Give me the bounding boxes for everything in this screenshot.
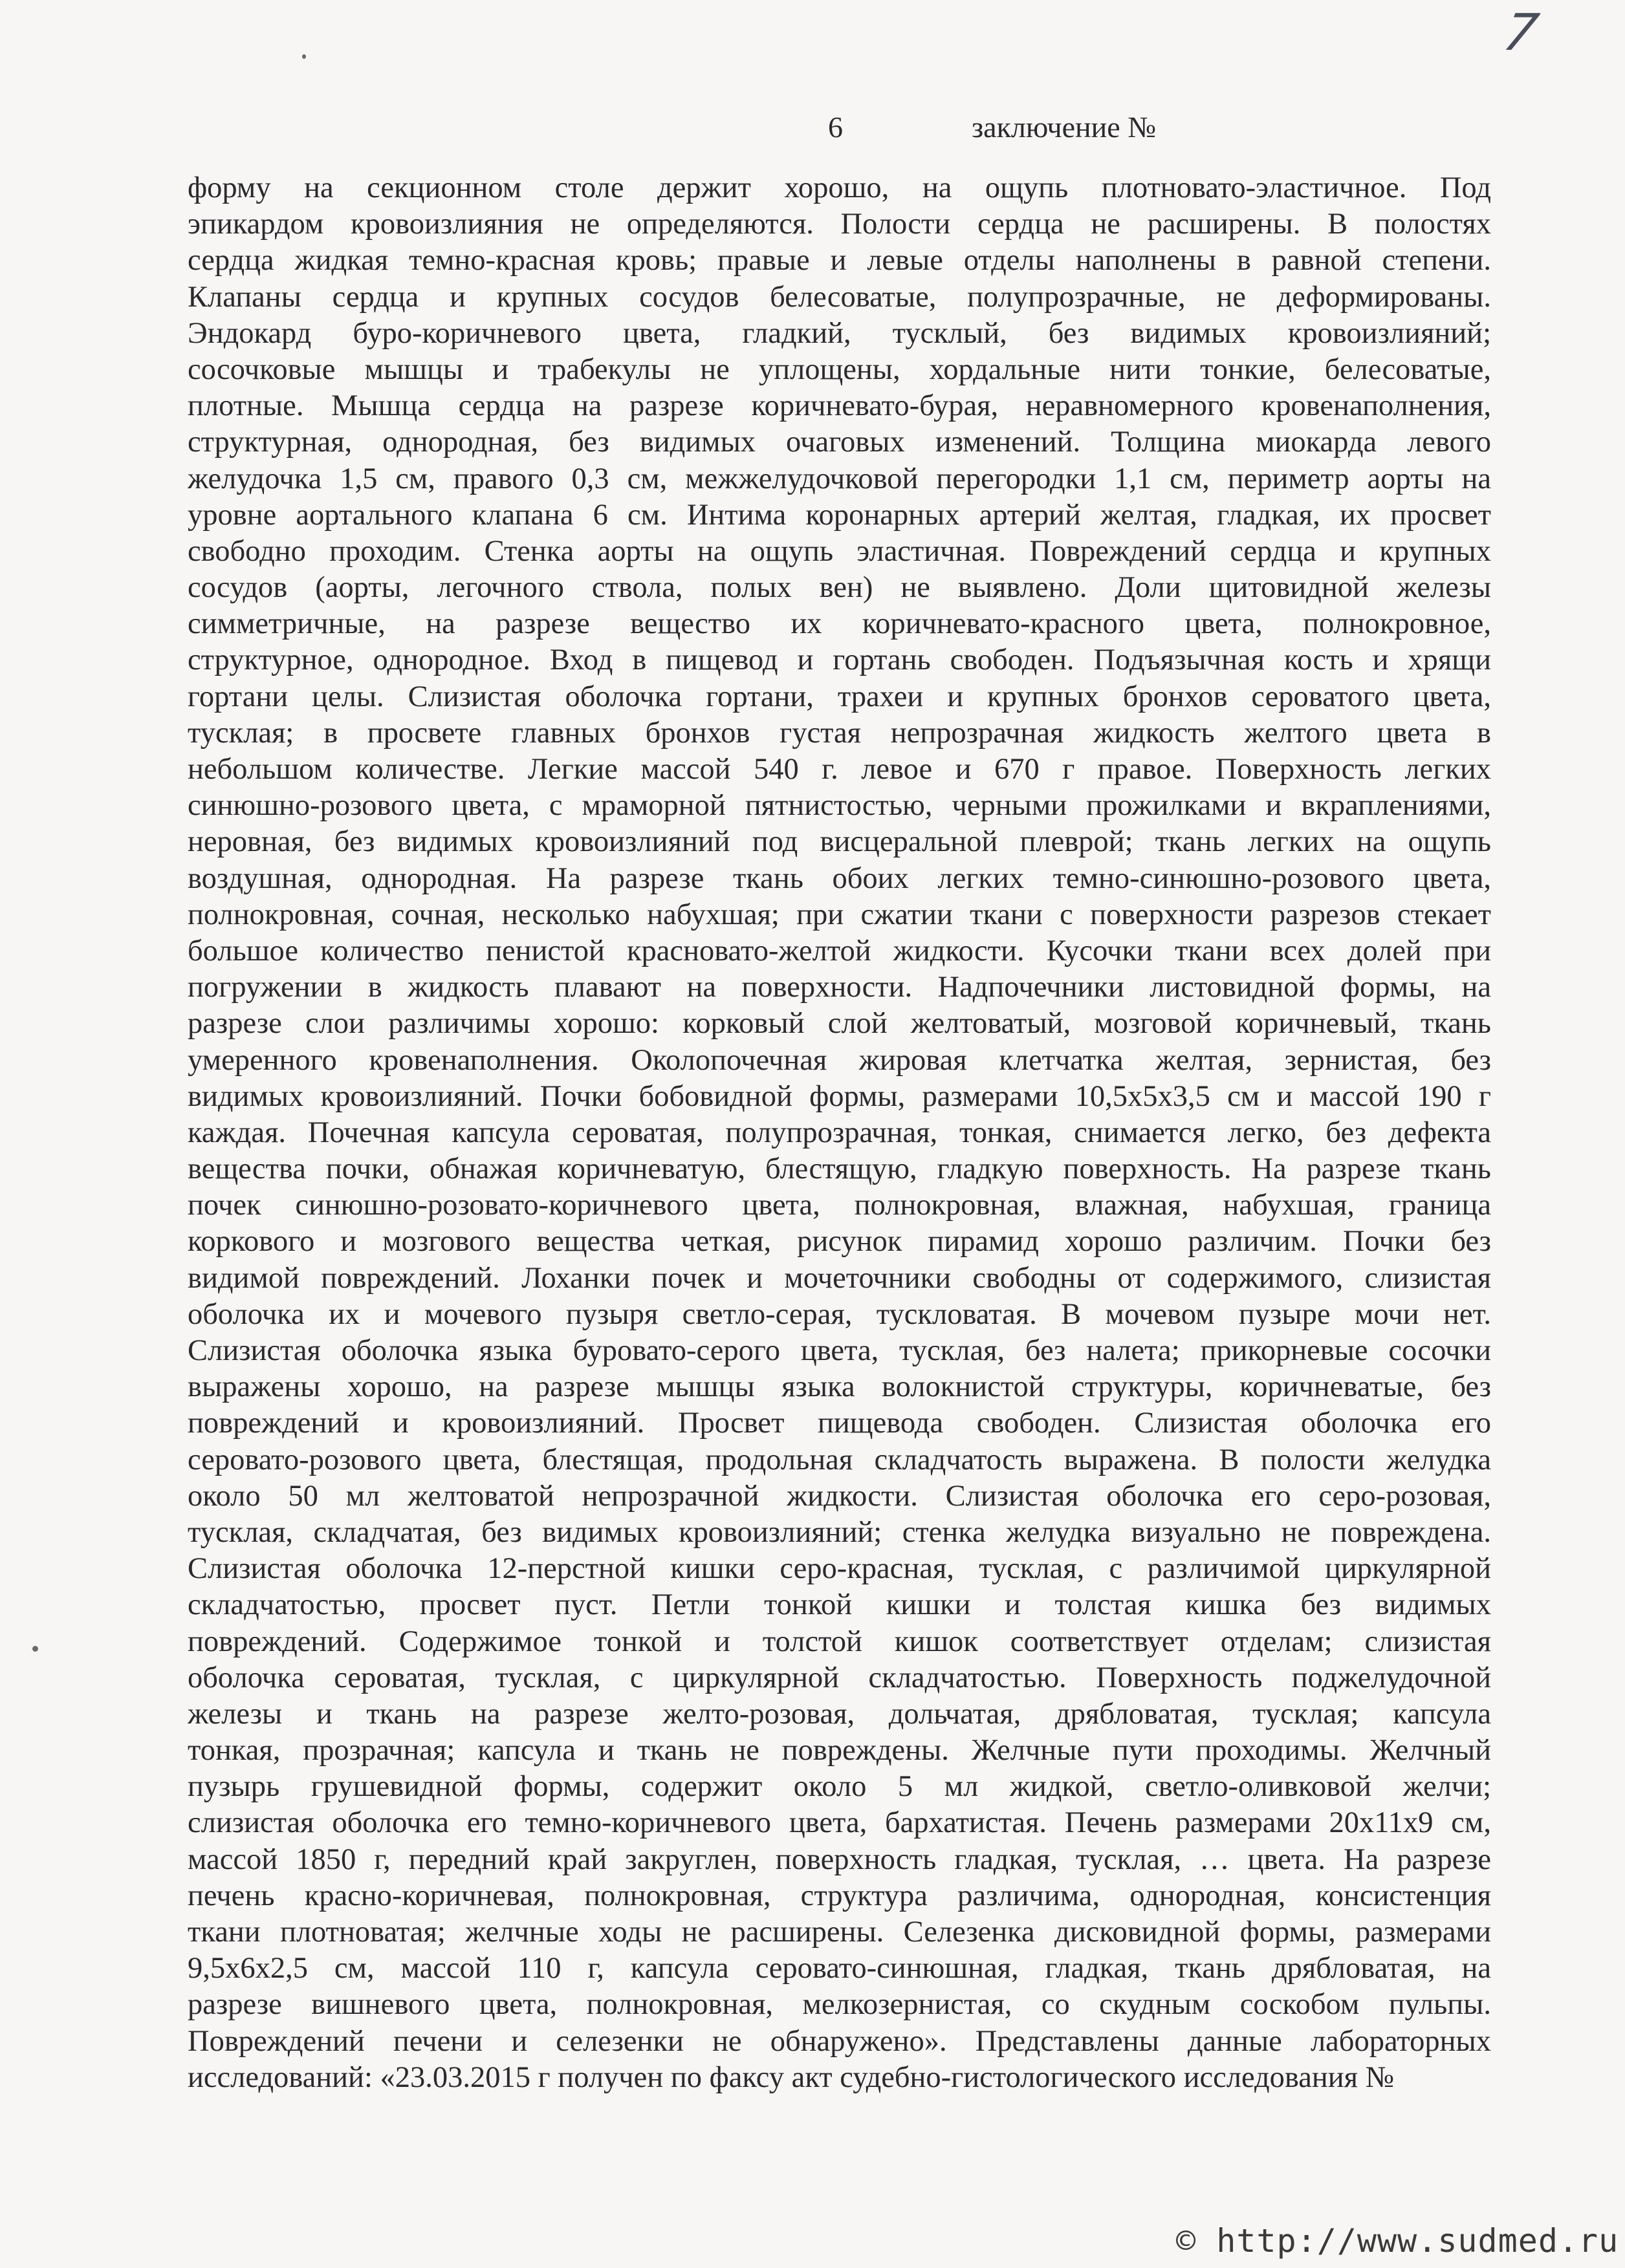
text-line: плотные. Мышца сердца на разрезе коричневато-бурая, неравномерного кровенаполнения, xyxy=(188,389,1491,423)
text-line: массой 1850 г, передний край закруглен, поверхность гладкая, тусклая, … цвета. На разрезе xyxy=(188,1842,1491,1876)
header-page-number: 6 xyxy=(828,111,843,144)
text-line: воздушная, однородная. На разрезе ткань обоих легких темно-синюшно-розового цвета, xyxy=(188,861,1491,895)
text-line: сосочковые мышцы и трабекулы не уплощены, хордальные нити тонкие, белесоватые, xyxy=(188,352,1491,386)
text-line: полнокровная, сочная, несколько набухшая; при сжатии ткани с поверхности разрезов стекает xyxy=(188,898,1491,931)
header-title: заключение № xyxy=(972,111,1157,144)
text-line: слизистая оболочка его темно-коричневого цвета, бархатистая. Печень размерами 20х11х9 см, xyxy=(188,1806,1491,1840)
watermark: © http://www.sudmed.ru xyxy=(1176,2222,1619,2260)
text-line: разрезе вишневого цвета, полнокровная, мелкозернистая, со скудным соскобом пульпы. xyxy=(188,1988,1491,2022)
text-line: большое количество пенистой красновато-желтой жидкости. Кусочки ткани всех долей при xyxy=(188,934,1491,967)
body-text xyxy=(188,170,1491,2096)
text-line: исследований: «23.03.2015 г получен по факсу акт судебно-гистологического исследования № xyxy=(188,2060,1395,2094)
scan-speck xyxy=(32,1646,38,1652)
text-line: умеренного кровенаполнения. Околопочечная жировая клетчатка желтая, зернистая, без xyxy=(188,1043,1491,1077)
text-line: Повреждений печени и селезенки не обнаружено». Представлены данные лабораторных xyxy=(188,2024,1491,2058)
text-line: симметричные, на разрезе вещество их коричневато-красного цвета, полнокровное, xyxy=(188,607,1491,641)
text-line: видимой повреждений. Лоханки почек и мочеточники свободны от содержимого, слизистая xyxy=(188,1261,1491,1295)
text-line: тусклая; в просвете главных бронхов густая непрозрачная жидкость желтого цвета в xyxy=(188,716,1491,750)
text-line: структурное, однородное. Вход в пищевод и гортань свободен. Подъязычная кость и хрящи xyxy=(188,643,1491,677)
text-line: тусклая, складчатая, без видимых кровоизлияний; стенка желудка визуально не повреждена. xyxy=(188,1515,1491,1549)
text-line: железы и ткань на разрезе желто-розовая, дольчатая, дрябловатая, тусклая; капсула xyxy=(188,1697,1491,1731)
text-line: Клапаны сердца и крупных сосудов белесоватые, полупрозрачные, не деформированы. xyxy=(188,280,1491,314)
text-line: Слизистая оболочка языка буровато-серого цвета, тусклая, без налета; прикорневые сосочки xyxy=(188,1334,1491,1367)
text-line: выражены хорошо, на разрезе мышцы языка волокнистой структуры, коричневатые, без xyxy=(188,1370,1491,1404)
text-line: эпикардом кровоизлияния не определяются. Полости сердца не расширены. В полостях xyxy=(188,208,1491,241)
text-line: повреждений. Содержимое тонкой и толстой кишок соответствует отделам; слизистая xyxy=(188,1625,1491,1658)
text-line: коркового и мозгового вещества четкая, рисунок пирамид хорошо различим. Почки без xyxy=(188,1225,1491,1258)
text-line: пузырь грушевидной формы, содержит около 5 мл жидкой, светло-оливковой желчи; xyxy=(188,1770,1491,1804)
text-line: сосудов (аорты, легочного ствола, полых вен) не выявлено. Доли щитовидной железы xyxy=(188,571,1491,605)
text-line: сердца жидкая темно-красная кровь; правые и левые отделы наполнены в равной степени. xyxy=(188,244,1491,277)
text-line: Слизистая оболочка 12-перстной кишки серо-красная, тусклая, с различимой циркулярной xyxy=(188,1552,1491,1586)
text-line: небольшом количестве. Легкие массой 540 г. левое и 670 г правое. Поверхность легких xyxy=(188,753,1491,786)
text-line: оболочка сероватая, тусклая, с циркулярной складчатостью. Поверхность поджелудочной xyxy=(188,1661,1491,1694)
text-line: оболочка их и мочевого пузыря светло-серая, тускловатая. В мочевом пузыре мочи нет. xyxy=(188,1297,1491,1331)
text-line: ткани плотноватая; желчные ходы не расширены. Селезенка дисковидной формы, размерами xyxy=(188,1916,1491,1949)
text-line: синюшно-розового цвета, с мраморной пятнистостью, черными прожилками и вкраплениями, xyxy=(188,789,1491,823)
text-line: погружении в жидкость плавают на поверхности. Надпочечники листовидной формы, на xyxy=(188,971,1491,1004)
text-line: гортани целы. Слизистая оболочка гортани, трахеи и крупных бронхов сероватого цвета, xyxy=(188,680,1491,713)
text-line: желудочка 1,5 см, правого 0,3 см, межжелудочковой перегородки 1,1 см, периметр аорты на xyxy=(188,462,1491,495)
text-line: тонкая, прозрачная; капсула и ткань не повреждены. Желчные пути проходимы. Желчный xyxy=(188,1734,1491,1767)
text-line: каждая. Почечная капсула сероватая, полупрозрачная, тонкая, снимается легко, без дефекта xyxy=(188,1116,1491,1149)
text-line: структурная, однородная, без видимых очаговых изменений. Толщина миокарда левого xyxy=(188,426,1491,459)
text-line: складчатостью, просвет пуст. Петли тонкой кишки и толстая кишка без видимых xyxy=(188,1588,1491,1622)
text-line: уровне аортального клапана 6 см. Интима коронарных артерий желтая, гладкая, их просвет xyxy=(188,498,1491,532)
text-line: повреждений и кровоизлияний. Просвет пищевода свободен. Слизистая оболочка его xyxy=(188,1407,1491,1440)
text-line: печень красно-коричневая, полнокровная, структура различима, однородная, консистенция xyxy=(188,1879,1491,1912)
text-line: 9,5х6х2,5 см, массой 110 г, капсула серовато-синюшная, гладкая, ткань дрябловатая, на xyxy=(188,1952,1491,1985)
text-line: неровная, без видимых кровоизлияний под висцеральной плеврой; ткань легких на ощупь xyxy=(188,825,1491,859)
text-line: Эндокард буро-коричневого цвета, гладкий, тусклый, без видимых кровоизлияний; xyxy=(188,316,1491,350)
text-line: почек синюшно-розовато-коричневого цвета, полнокровная, влажная, набухшая, граница xyxy=(188,1189,1491,1222)
handwritten-page-mark: 7 xyxy=(1498,4,1543,62)
text-line: около 50 мл желтоватой непрозрачной жидкости. Слизистая оболочка его серо-розовая, xyxy=(188,1479,1491,1513)
text-line: видимых кровоизлияний. Почки бобовидной формы, размерами 10,5х5х3,5 см и массой 190 г xyxy=(188,1079,1491,1113)
text-line: форму на секционном столе держит хорошо, на ощупь плотновато-эластичное. Под xyxy=(188,171,1491,204)
text-line: разрезе слои различимы хорошо: корковый слой желтоватый, мозговой коричневый, ткань xyxy=(188,1007,1491,1041)
scan-speck xyxy=(302,54,306,59)
text-line: серовато-розового цвета, блестящая, продольная складчатость выражена. В полости желудка xyxy=(188,1443,1491,1476)
text-line: свободно проходим. Стенка аорты на ощупь эластичная. Повреждений сердца и крупных xyxy=(188,534,1491,568)
text-line: вещества почки, обнажая коричневатую, блестящую, гладкую поверхность. На разрезе ткань xyxy=(188,1152,1491,1186)
